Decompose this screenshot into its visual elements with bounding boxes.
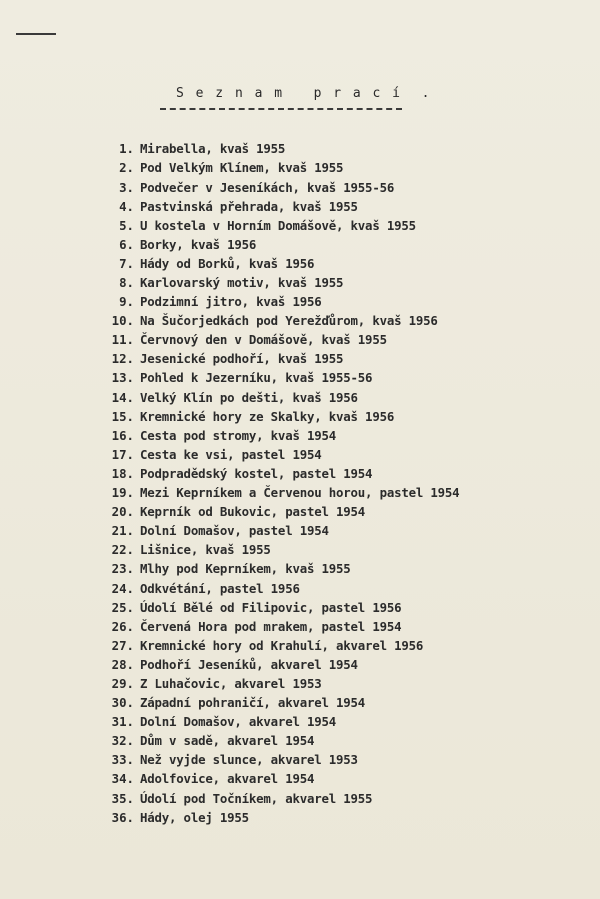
list-item <box>70 369 590 388</box>
item-text: Adolfovice, akvarel 1954 <box>140 771 315 787</box>
item-number: 26. <box>111 618 134 634</box>
list-item <box>70 426 590 445</box>
item-text: Keprník od Bukovic, pastel 1954 <box>140 504 366 520</box>
item-number: 34. <box>111 771 134 787</box>
item-number: 3. <box>119 179 134 195</box>
list-item <box>70 255 590 274</box>
item-number: 6. <box>119 236 134 252</box>
list-item <box>70 617 590 636</box>
item-number: 32. <box>111 733 134 749</box>
item-text: Cesta pod stromy, kvaš 1954 <box>140 427 337 443</box>
item-number: 29. <box>111 675 134 691</box>
item-number: 33. <box>111 752 134 768</box>
item-number: 15. <box>111 408 134 424</box>
item-text: Červnový den v Domášově, kvaš 1955 <box>140 332 387 348</box>
item-text: Dolní Domašov, pastel 1954 <box>140 523 329 539</box>
list-item <box>70 407 590 426</box>
item-number: 35. <box>111 790 134 806</box>
item-text: Odkvétání, pastel 1956 <box>140 580 300 596</box>
item-number: 23. <box>111 561 134 577</box>
item-number: 5. <box>119 217 134 233</box>
list-item <box>70 694 590 713</box>
list-item <box>70 350 590 369</box>
works-list <box>70 140 590 827</box>
item-text: Pod Velkým Klínem, kvaš 1955 <box>140 160 344 176</box>
list-item <box>70 503 590 522</box>
item-text: Jesenické podhoří, kvaš 1955 <box>140 351 344 367</box>
item-number: 22. <box>111 542 134 558</box>
item-number: 1. <box>119 141 134 157</box>
item-number: 25. <box>111 599 134 615</box>
list-item <box>70 656 590 675</box>
item-number: 24. <box>111 580 134 596</box>
list-item <box>70 178 590 197</box>
item-number: 2. <box>119 160 134 176</box>
list-item <box>70 140 590 159</box>
item-number: 10. <box>111 313 134 329</box>
item-text: Než vyjde slunce, akvarel 1953 <box>140 752 358 768</box>
list-item <box>70 293 590 312</box>
item-text: Údolí Bělé od Filipovic, pastel 1956 <box>140 599 402 615</box>
item-number: 12. <box>111 351 134 367</box>
item-text: Cesta ke vsi, pastel 1954 <box>140 446 322 462</box>
item-number: 21. <box>111 523 134 539</box>
item-number: 19. <box>111 485 134 501</box>
item-text: U kostela v Horním Domášově, kvaš 1955 <box>140 217 416 233</box>
item-number: 31. <box>111 714 134 730</box>
item-text: Hády, olej 1955 <box>140 809 249 825</box>
list-item <box>70 274 590 293</box>
item-text: Kremnické hory ze Skalky, kvaš 1956 <box>140 408 395 424</box>
list-item <box>70 388 590 407</box>
list-item <box>70 312 590 331</box>
list-item <box>70 770 590 789</box>
item-text: Z Luhačovic, akvarel 1953 <box>140 675 322 691</box>
item-text: Mlhy pod Keprníkem, kvaš 1955 <box>140 561 351 577</box>
item-number: 4. <box>119 198 134 214</box>
item-text: Hády od Borků, kvaš 1956 <box>140 255 315 271</box>
item-text: Údolí pod Točníkem, akvarel 1955 <box>140 790 373 806</box>
item-text: Na Šučorjedkách pod Yerežďůrom, kvaš 1956 <box>140 313 438 329</box>
item-number: 20. <box>111 504 134 520</box>
item-text: Pastvinská přehrada, kvaš 1955 <box>140 198 358 214</box>
list-item <box>70 216 590 235</box>
list-item <box>70 636 590 655</box>
item-text: Borky, kvaš 1956 <box>140 236 257 252</box>
item-text: Podvečer v Jeseníkách, kvaš 1955-56 <box>140 179 395 195</box>
list-item <box>70 541 590 560</box>
item-text: Podzimní jitro, kvaš 1956 <box>140 294 322 310</box>
list-item <box>70 789 590 808</box>
item-text: Podhoří Jeseníků, akvarel 1954 <box>140 656 358 672</box>
page-title: S e z n a m p r a c í . <box>176 86 432 101</box>
item-number: 17. <box>111 446 134 462</box>
list-item <box>70 560 590 579</box>
item-number: 18. <box>111 465 134 481</box>
item-number: 7. <box>119 255 134 271</box>
list-item <box>70 598 590 617</box>
item-number: 11. <box>111 332 134 348</box>
item-text: Karlovarský motiv, kvaš 1955 <box>140 275 344 290</box>
item-number: 13. <box>111 370 134 386</box>
list-item <box>70 235 590 254</box>
list-item <box>70 446 590 465</box>
item-number: 30. <box>111 695 134 711</box>
item-text: Dům v sadě, akvarel 1954 <box>140 733 315 749</box>
list-item <box>70 522 590 541</box>
item-number: 14. <box>111 389 134 405</box>
item-text: Lišnice, kvaš 1955 <box>140 542 271 558</box>
item-text: Pohled k Jezerníku, kvaš 1955-56 <box>140 370 373 386</box>
item-text: Mezi Keprníkem a Červenou horou, pastel 1954 <box>140 485 460 501</box>
list-item <box>70 751 590 770</box>
item-number: 28. <box>111 656 134 672</box>
list-item <box>70 713 590 732</box>
item-text: Dolní Domašov, akvarel 1954 <box>140 714 337 730</box>
item-text: Červená Hora pod mrakem, pastel 1954 <box>140 618 402 634</box>
item-text: Kremnické hory od Krahulí, akvarel 1956 <box>140 637 424 653</box>
item-text: Velký Klín po dešti, kvaš 1956 <box>140 389 358 405</box>
item-text: Mirabella, kvaš 1955 <box>140 141 286 157</box>
list-item <box>70 484 590 503</box>
item-number: 36. <box>111 809 134 825</box>
list-item <box>70 331 590 350</box>
list-item <box>70 808 590 827</box>
list-item <box>70 159 590 178</box>
item-number: 16. <box>111 427 134 443</box>
list-item <box>70 197 590 216</box>
list-item <box>70 579 590 598</box>
corner-mark <box>16 33 56 35</box>
item-number: 27. <box>111 637 134 653</box>
item-text: Západní pohraničí, akvarel 1954 <box>140 695 366 711</box>
list-item <box>70 465 590 484</box>
title-underline <box>160 108 402 110</box>
list-item <box>70 732 590 751</box>
list-item <box>70 675 590 694</box>
item-number: 8. <box>119 275 134 290</box>
item-number: 9. <box>119 294 134 310</box>
item-text: Podpradědský kostel, pastel 1954 <box>140 465 373 481</box>
